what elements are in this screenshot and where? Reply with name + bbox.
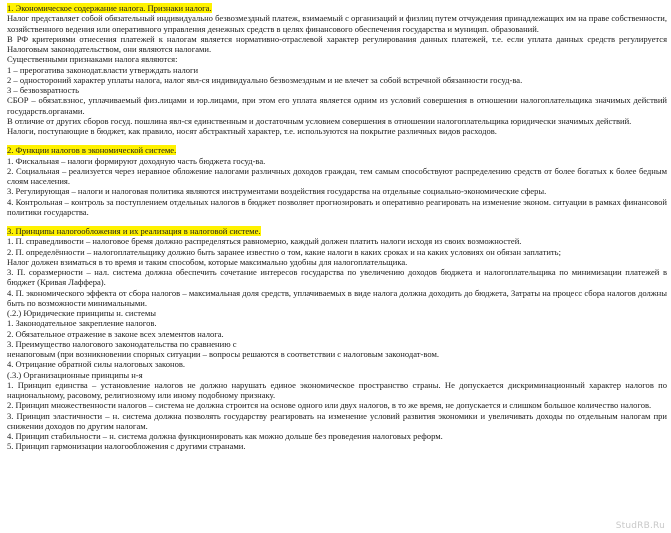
function-regulating: 3. Регулирующая – налоги и налоговая политика являются инструментами воздействия государства на отдельные социально-экономические сферы. [7,186,547,197]
function-social: 2. Социальная – реализуется через неравное обложение налогами различных доходов граждан, тем самым способствуют распределению средств от более богатых к более бедным слоям населения. [7,165,667,186]
sign-2: 2 – одностороний характер уплаты налога, налог явл-ся индивидуально безвозмездным и не влечет за собой встречной обязанности госуд-ва. [7,74,523,85]
document-body [7,3,667,452]
legal-principle-2: 2. Обязательное отражение в законе всех элементов налога. [7,328,224,339]
section-3-title: 3. Принципы налогообложения и их реализация в налоговой системе. [7,226,261,236]
state-duty-paragraph: В отличие от других сборов госуд. пошлина явл-ся единственным и достаточным условием совершения в отношении налогоплательщика юридически значимых действий. [7,115,632,126]
sign-3: 3 – безвозвратность [7,85,80,95]
abstract-nature-paragraph: Налоги, поступающие в бюджет, как правило, носят абстрактный характер, т.е. используются на покрытие различных видов расходов. [7,126,497,136]
legal-principle-1: 1. Законодательное закрепление налогов. [7,318,157,329]
tax-definition-paragraph: Налог представляет собой обязательный индивидуально безвозмездный платеж, взимаемый с организаций и физлиц путем отчуждения принадлежащих им на праве собственности, хозяйственного ведения или оперативного управления денежных средств в целях финансового обеспечения государства и муницип. образований. [7,13,667,34]
principle-convenience: Налог должен взиматься в то время и таким способом, которые максимально удобны для налогоплательщика. [7,256,408,267]
section-2-title: 2. Функции налогов в экономической системе. [7,145,177,156]
principle-certainty: 2. П. определённости – налогоплательщику должно быть заранее известно о том, какие налоги в каких сроках и на каких условиях он обязан заплатить; [7,246,561,257]
org-principle-unity: 1. Принцип единства – установление налогов не должно нарушать единое экономическое пространство страны. Не допускается дискриминационный характер налогов по национальному, расовому, религиозному или иному подобному признаку. [7,379,667,400]
principle-economic-effect: 4. П. экономического эффекта от сбора налогов – максимальная доля средств, уплачиваемых в виде налога должна доходить до бюджета, Затраты на процесс сбора налогов должны быть по возможности минимальными. [7,287,667,308]
signs-heading: Существенными признаками налога являются: [7,54,178,65]
org-principle-harmonization: 5. Принцип гармонизации налогообложения с другими странами. [7,441,246,452]
fee-definition: СБОР – обязат.взнос, уплачиваемый физ.лицами и юр.лицами, при этом его уплата является одним из условий совершения в отношении налогоплательщика значимых действий государств.органами. [7,95,667,116]
org-principle-multiplicity: 2. Принцип множественности налогов – система не должна строится на основе одного или двух налогов, в то же время, не допускается и слишком большое количество налогов. [7,400,652,411]
tax-criteria-paragraph: В РФ критериями отнесения платежей к налогам является нормативно-отраслевой характер регулирования данных платежей, т.е. если уплата данных средств регулируется Налоговым законодательством, они являются налогами. [7,33,667,54]
principle-fairness: 1. П. справедливости – налоговое бремя должно распределяться равномерно, каждый должен платить налоги исходя из своих возможностей. [7,236,522,247]
function-control: 4. Контрольная – контроль за поступлением отдельных налогов в бюджет позволяет прогнозировать и оперативно реагировать на изменение эконом. ситуации в рамках финансовой политики государства. [7,196,667,217]
org-principle-elasticity: 3. Принцип эластичности – н. система должна позволять государству реагировать на изменение условий развития экономики и увеличивать доходы по отдельным налогам при снижении доходов по другим налогам. [7,410,667,431]
watermark-text: StudRB.Ru [615,521,665,531]
sign-1: 1 – прерогатива законодат.власти утверждать налоги [7,64,199,75]
org-principle-stability: 4. Принцип стабильности – н. система должна функционировать как можно дольше без проведения налоговых реформ. [7,431,443,441]
section-1-title: 1. Экономическое содержание налога. Признаки налога. [7,3,212,13]
legal-principle-3: 3. Преимущество налогового законодательства по сравнению с [7,338,237,349]
organizational-principles-heading: (.3.) Организационные принципы н-я [7,369,143,380]
legal-principle-3-continued: ненапоговым (при возникновении спорных ситуации – вопросы решаются в соответствии с налоговым законодат-вом. [7,349,440,359]
function-fiscal: 1. Фискальная – налоги формируют доходную часть бюджета госуд-ва. [7,155,266,166]
legal-principle-4: 4. Отрицание обратной силы налоговых законов. [7,359,186,370]
principle-proportionality: 3. П. соразмерности – нал. система должна обеспечить сочетание интересов государства по увеличению доходов бюджета и налогоплательщика по минимизации платежей в бюджет (Кривая Лаффера). [7,267,667,288]
legal-principles-heading: (.2.) Юридические принципы н. системы [7,308,156,318]
